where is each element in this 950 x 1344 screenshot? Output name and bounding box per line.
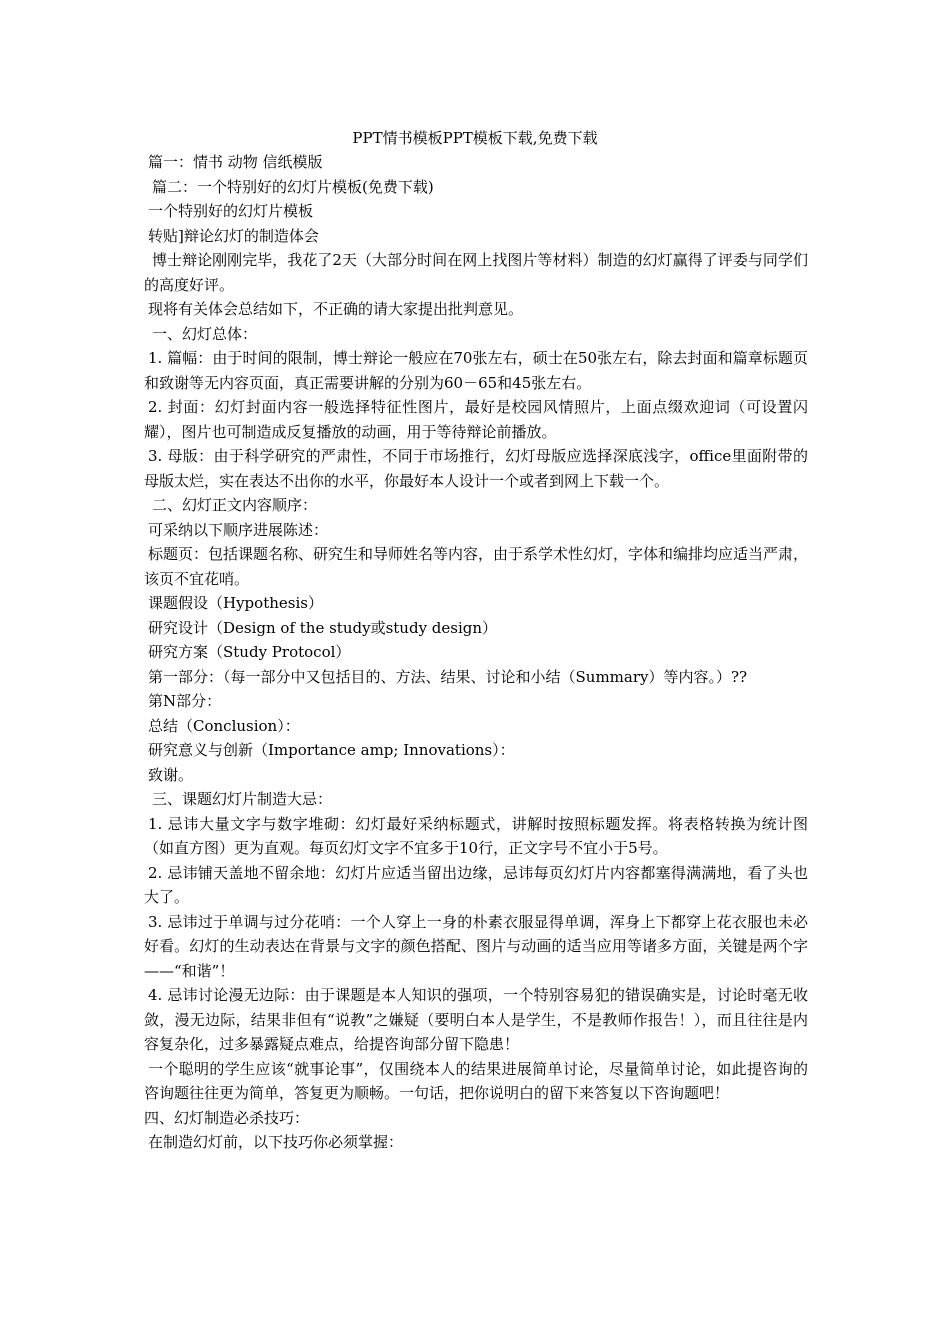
document-title: PPT情书模板PPT模板下载,免费下载: [352, 129, 598, 147]
paragraph: 第N部分：: [148, 692, 222, 710]
paragraph: 博士辩论刚刚完毕，我花了2天（大部分时间在网上找图片等材料）制造的幻灯赢得了评委与同学们的高度好评。: [144, 251, 808, 294]
paragraph: 研究意义与创新（Importance amp; Innovations）：: [148, 741, 515, 759]
paragraph: 在制造幻灯前，以下技巧你必须掌握：: [148, 1133, 404, 1151]
paragraph: 第一部分：（每一部分中又包括目的、方法、结果、讨论和小结（Summary）等内容。）??: [148, 667, 748, 686]
paragraph: 三、课题幻灯片制造大忌：: [152, 790, 333, 808]
document-body: [144, 150, 808, 1155]
paragraph: 篇一：情书 动物 信纸模版: [148, 153, 323, 171]
paragraph: 总结（Conclusion）：: [148, 716, 300, 735]
paragraph: 四、幻灯制造必杀技巧：: [144, 1108, 310, 1127]
paragraph: 一个聪明的学生应该“就事论事”，仅围绕本人的结果进展简单讨论，尽量简单讨论，如此提咨询的咨询题往往更为简单，答复更为顺畅。一句话，把你说明白的留下来答复以下咨询题吧！: [144, 1059, 808, 1102]
paragraph: 致谢。: [148, 765, 194, 784]
paragraph: 转贴]辩论幻灯的制造体会: [148, 226, 319, 245]
paragraph: 课题假设（Hypothesis）: [148, 594, 323, 612]
paragraph: 现将有关体会总结如下，不正确的请大家提出批判意见。: [148, 300, 524, 318]
paragraph: 1. 忌讳大量文字与数字堆砌：幻灯最好采纳标题式，讲解时按照标题发挥。将表格转换为统计图（如直方图）更为直观。每页幻灯文字不宜多于10行，正文字号不宜小于5号。: [144, 814, 808, 857]
paragraph: 2. 忌讳铺天盖地不留余地：幻灯片应适当留出边缘，忌讳每页幻灯片内容都塞得满满地，看了头也大了。: [144, 863, 808, 906]
paragraph: 4. 忌讳讨论漫无边际：由于课题是本人知识的强项，一个特别容易犯的错误确实是，讨论时毫无收敛，漫无边际，结果非但有“说教”之嫌疑（要明白本人是学生，不是教师作报告！），而且往往是内容复杂化，过多暴露疑点难点，给提咨询部分留下隐患！: [144, 986, 808, 1053]
paragraph: 可采纳以下顺序进展陈述：: [148, 520, 329, 539]
paragraph: 1. 篇幅：由于时间的限制，博士辩论一般应在70张左右，硕士在50张左右，除去封面和篇章标题页和致谢等无内容页面，真正需要讲解的分别为60－65和45张左右。: [144, 349, 808, 392]
paragraph: 标题页：包括课题名称、研究生和导师姓名等内容，由于系学术性幻灯，字体和编排均应适当严肃，该页不宜花哨。: [144, 545, 809, 588]
paragraph: 3. 母版：由于科学研究的严肃性，不同于市场推行，幻灯母版应选择深底浅字，office里面附带的母版太烂，实在表达不出你的水平，你最好本人设计一个或者到网上下载一个。: [144, 447, 808, 490]
paragraph: 一个特别好的幻灯片模板: [148, 202, 314, 220]
paragraph: 篇二：一个特别好的幻灯片模板(免费下载): [152, 177, 434, 196]
paragraph: 3. 忌讳过于单调与过分花哨：一个人穿上一身的朴素衣服显得单调，浑身上下都穿上花衣服也未必好看。幻灯的生动表达在背景与文字的颜色搭配、图片与动画的适当应用等诸多方面，关键是两个字——“和谐”！: [144, 912, 808, 980]
paragraph: 一、幻灯总体：: [152, 324, 258, 343]
paragraph: 2. 封面：幻灯封面内容一般选择特征性图片，最好是校园风情照片，上面点缀欢迎词（可设置闪耀），图片也可制造成反复播放的动画，用于等待辩论前播放。: [144, 398, 808, 441]
paragraph: 二、幻灯正文内容顺序：: [152, 496, 318, 514]
paragraph: 研究方案（Study Protocol）: [148, 643, 351, 661]
paragraph: 研究设计（Design of the study或study design）: [148, 618, 498, 637]
